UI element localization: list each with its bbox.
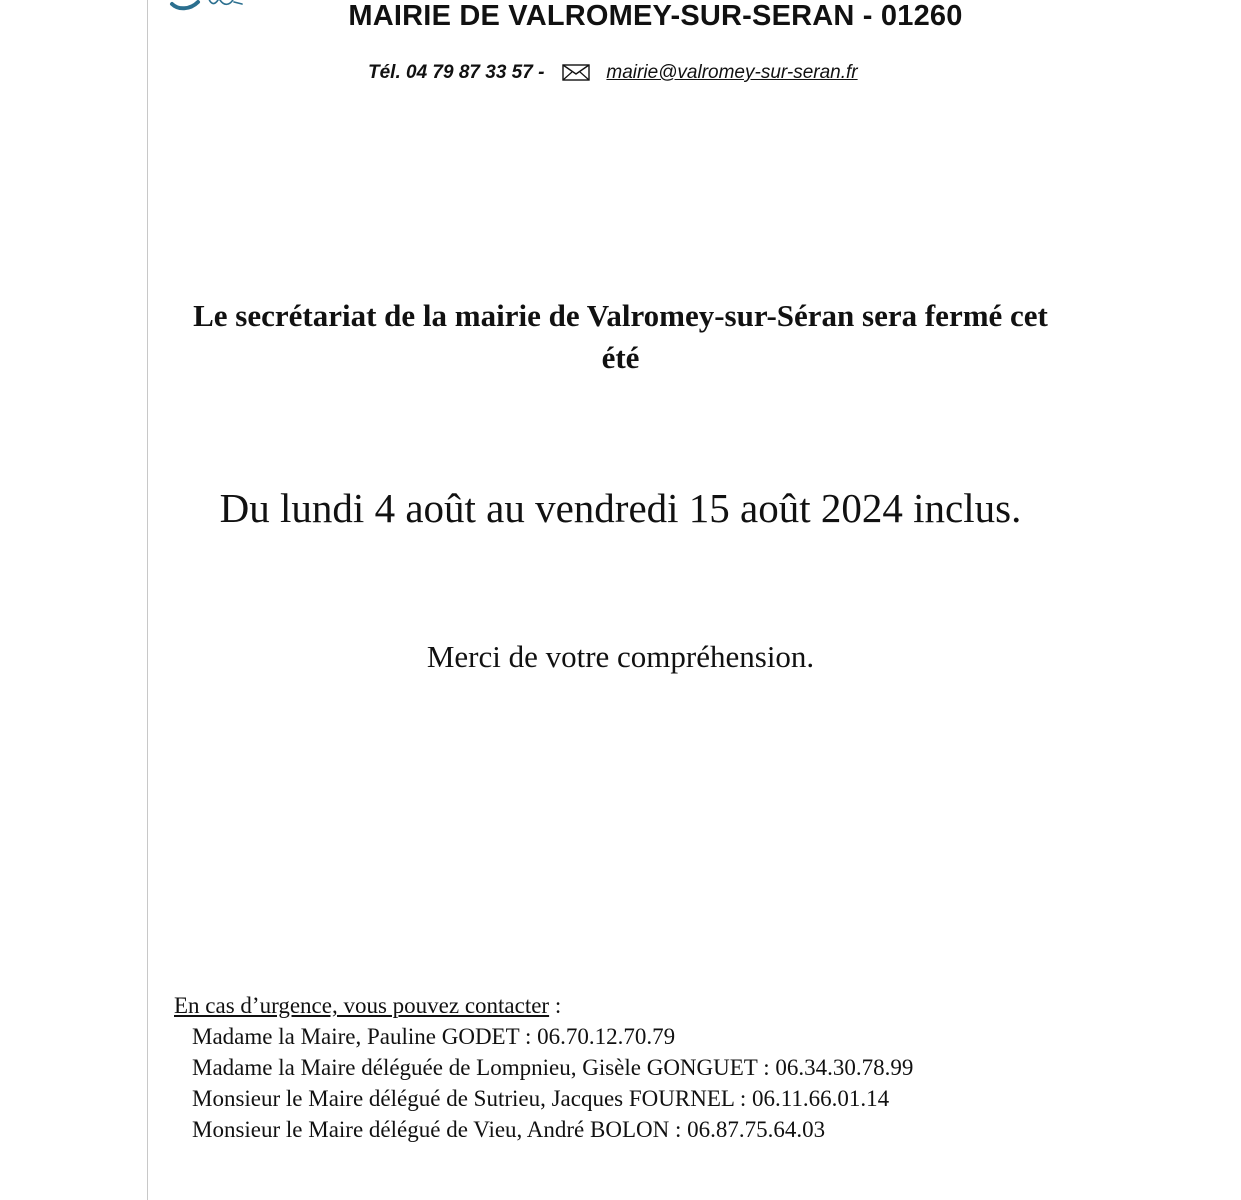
page-border (147, 0, 148, 1200)
contact-line (368, 62, 858, 84)
contact-item: Monsieur le Maire délégué de Sutrieu, Jacques FOURNEL : 06.11.66.01.14 (192, 1086, 890, 1111)
phone-text: Tél. 04 79 87 33 57 - (368, 62, 545, 83)
closure-dates: Du lundi 4 août au vendredi 15 août 2024 inclus. (219, 485, 1022, 531)
envelope-icon (562, 64, 592, 82)
mairie-title (0, 0, 1241, 33)
email-link[interactable]: mairie@valromey-sur-seran.fr (606, 62, 858, 83)
contact-item: Madame la Maire déléguée de Lompnieu, Gisèle GONGUET : 06.34.30.78.99 (192, 1055, 914, 1080)
contact-item: Monsieur le Maire délégué de Vieu, André BOLON : 06.87.75.64.03 (192, 1117, 826, 1142)
urgency-heading-text: En cas d’urgence, vous pouvez contacter (174, 993, 550, 1018)
mairie-title-text: MAIRIE DE VALROMEY-SUR-SERAN - 01260 (348, 0, 963, 32)
notice-title (0, 295, 1241, 379)
urgency-heading-suffix: : (549, 993, 562, 1018)
urgency-heading (174, 990, 913, 1021)
notice-title-text: Le secrétariat de la mairie de Valromey-sur-Séran sera fermé cet été (193, 298, 1048, 375)
urgency-contacts (174, 990, 913, 1145)
contact-item: Madame la Maire, Pauline GODET : 06.70.12.70.79 (192, 1024, 676, 1049)
thanks-message: Merci de votre compréhension. (426, 639, 815, 674)
